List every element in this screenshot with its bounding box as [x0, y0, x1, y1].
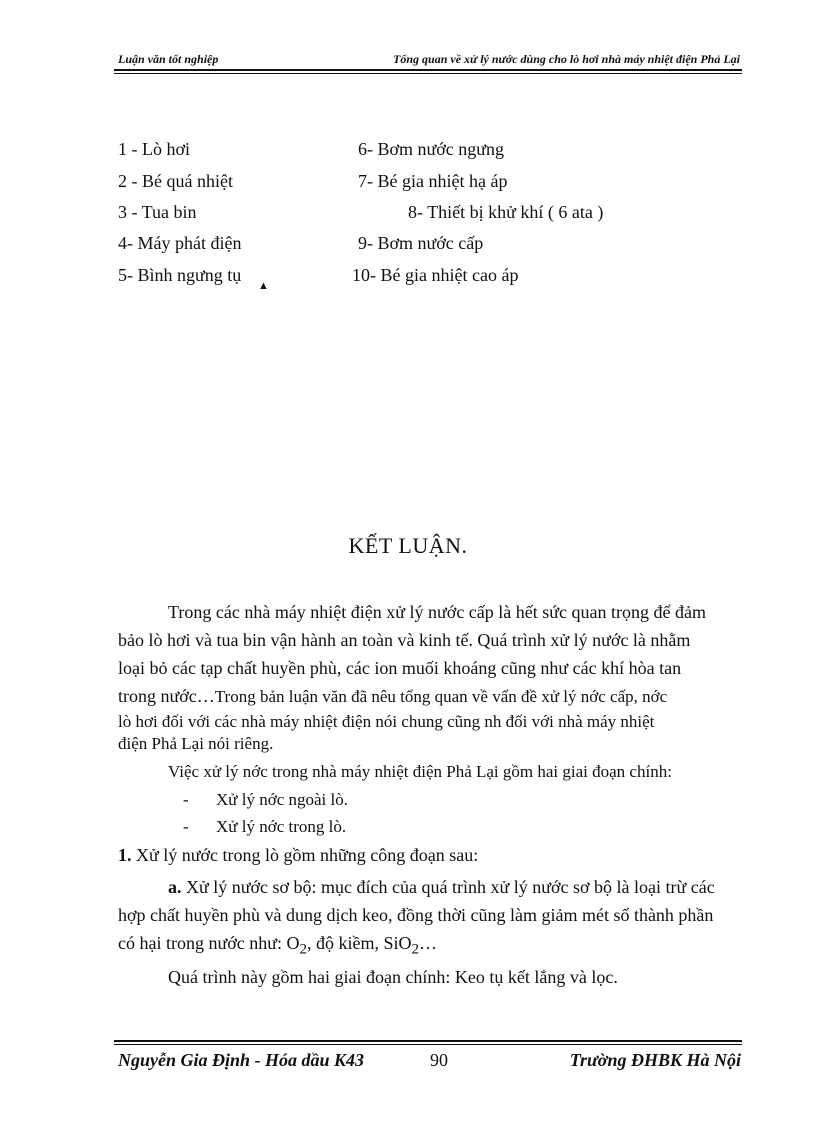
- legend-item: 7- Bé gia nhiệt hạ áp: [358, 171, 508, 191]
- text-run: , độ kiềm, SiO: [307, 933, 412, 953]
- bullet-dash: -: [183, 817, 189, 836]
- legend-item: 3 - Tua bin: [118, 202, 197, 222]
- legend-item: 2 - Bé quá nhiệt: [118, 171, 233, 191]
- footer-rule-thin: [114, 1044, 742, 1045]
- paragraph-line: lò hơi đối với các nhà máy nhiệt điện nói chung cũng nh đối với nhà máy nhiệt: [118, 712, 655, 731]
- paragraph-line: [118, 933, 437, 959]
- header-rule-thin: [114, 73, 742, 74]
- paragraph-line: Trong các nhà máy nhiệt điện xử lý nước cấp là hết sức quan trọng để đảm: [168, 602, 706, 622]
- footer-rule: [114, 1040, 742, 1042]
- legend-item: 10- Bé gia nhiệt cao áp: [352, 265, 519, 285]
- paragraph-line: Việc xử lý nớc trong nhà máy nhiệt điện Phả Lại gồm hai giai đoạn chính:: [168, 762, 672, 781]
- header-right: Tổng quan về xử lý nước dùng cho lò hơi nhà máy nhiệt điện Phả Lại: [393, 52, 740, 66]
- text-run: Xử lý nước sơ bộ: mục đích của quá trình xử lý nước sơ bộ là loại trừ các: [186, 877, 715, 897]
- section-number: 1.: [118, 845, 132, 865]
- paragraph-line: [168, 877, 715, 898]
- paragraph-line: [118, 686, 667, 707]
- text-run: có hại trong nước như: O: [118, 933, 300, 953]
- triangle-marker-icon: ▲: [258, 280, 269, 292]
- subscript: 2: [299, 941, 307, 958]
- section-title: KẾT LUẬN.: [348, 533, 468, 558]
- legend-item: 4- Máy phát điện: [118, 233, 242, 253]
- footer-author: Nguyễn Gia Định - Hóa dầu K43: [118, 1050, 365, 1070]
- subscript: 2: [411, 941, 420, 958]
- text-run: Trong bản luận văn đã nêu tổng quan về vấn đề xử lý nớc cấp, nớc: [214, 687, 668, 706]
- section-heading-text: Xử lý nước trong lò gồm những công đoạn sau:: [136, 845, 479, 865]
- header-rule: [114, 69, 742, 71]
- page-number: 90: [430, 1050, 448, 1070]
- bullet-item: Xử lý nớc trong lò.: [216, 817, 347, 836]
- text-run: trong nước…: [118, 686, 215, 706]
- paragraph-line: hợp chất huyền phù và dung dịch keo, đồng thời cũng làm giảm mét số thành phần: [118, 905, 714, 925]
- item-label: a.: [168, 877, 182, 897]
- header-left: Luận văn tốt nghiệp: [118, 52, 219, 66]
- paragraph-line: điện Phả Lại nói riêng.: [118, 734, 274, 753]
- legend-item: 5- Bình ngưng tụ: [118, 265, 242, 285]
- legend-item: 1 - Lò hơi: [118, 139, 191, 159]
- legend-item: 8- Thiết bị khử khí ( 6 ata ): [408, 202, 604, 222]
- paragraph-line: loại bỏ các tạp chất huyền phù, các ion muối khoáng cũng như các khí hòa tan: [118, 658, 682, 678]
- bullet-dash: -: [183, 790, 189, 809]
- bullet-item: Xử lý nớc ngoài lò.: [216, 790, 348, 809]
- legend-item: 9- Bơm nước cấp: [358, 233, 484, 253]
- paragraph-line: Quá trình này gồm hai giai đoạn chính: Keo tụ kết lắng và lọc.: [168, 967, 618, 987]
- text-run: …: [419, 933, 438, 953]
- footer-school: Trường ĐHBK Hà Nội: [569, 1050, 741, 1070]
- paragraph-line: bảo lò hơi và tua bin vận hành an toàn và kinh tế. Quá trình xử lý nước là nhằm: [118, 630, 691, 650]
- section-heading: [118, 845, 478, 866]
- legend-item: 6- Bơm nước ngưng: [358, 139, 505, 159]
- page-header: [118, 52, 740, 68]
